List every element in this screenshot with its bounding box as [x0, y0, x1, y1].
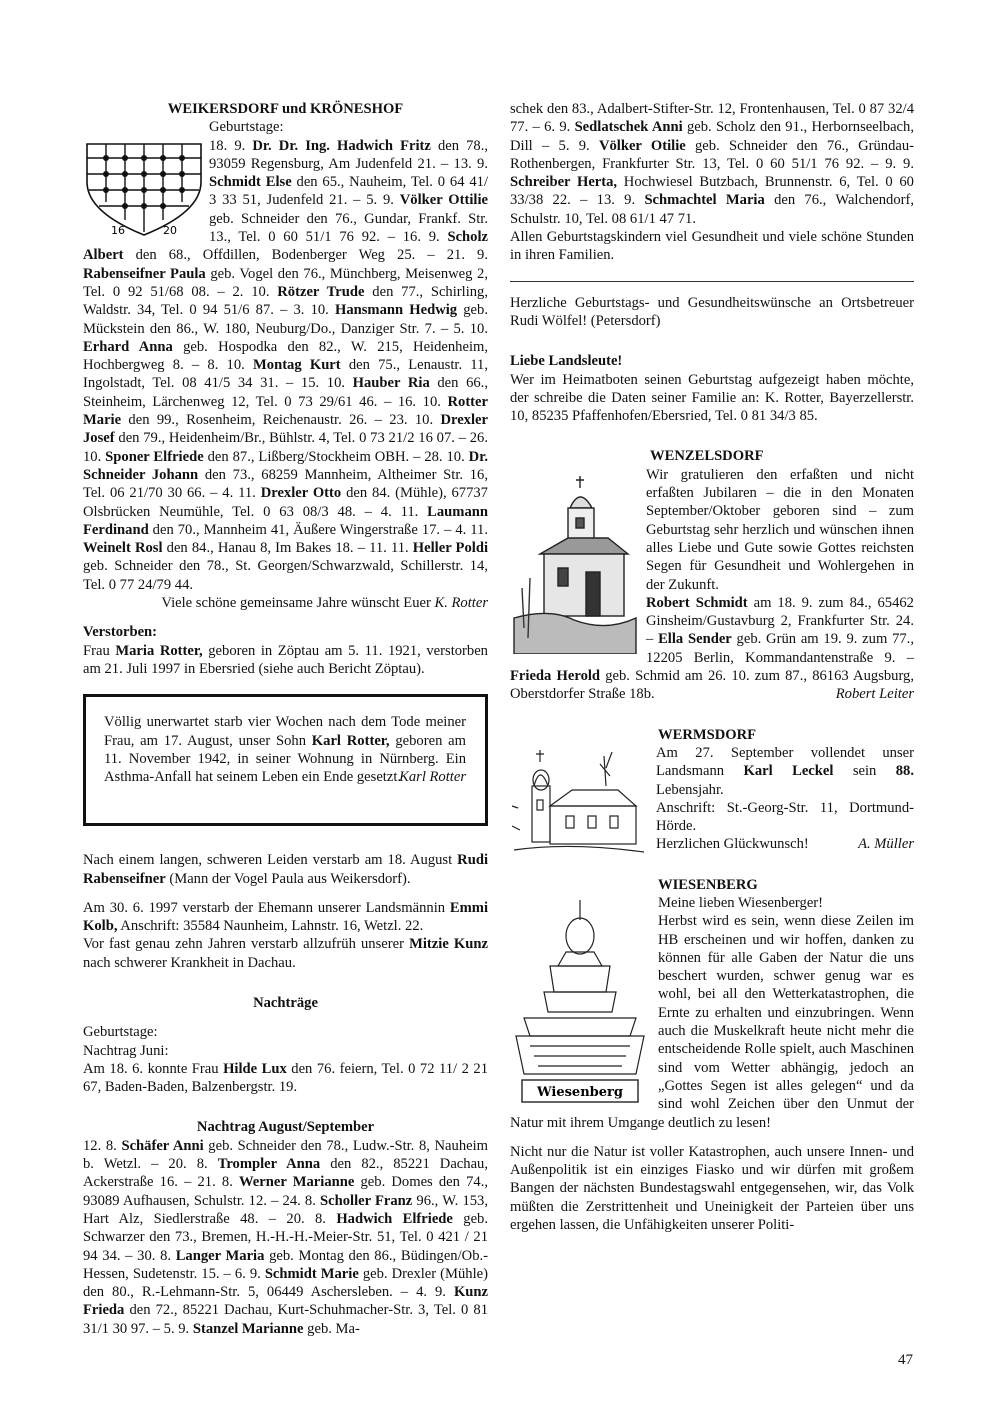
wenzelsdorf-heading: WENZELSDORF: [650, 448, 764, 465]
entry-name: Heller Poldi: [412, 540, 488, 557]
entry-name: Dr. Schneider Johann: [83, 448, 488, 483]
closing-author: K. Rotter: [434, 595, 488, 612]
wermsdorf-section: [510, 726, 914, 854]
coat-of-arms-icon: [83, 120, 203, 238]
entry-name: Laumann Ferdinand: [83, 503, 488, 538]
wenzelsdorf-entries: Robert Schmidt am 18. 9. zum 84., 65462 Ginsheim/Gustavburg 2, Frankfurter Str. 24. – Ella Sender geb. Grün am 19. 9. zum 77., 12205 Berlin, Kommandantenstraße 9. – Frieda Herold geb. Schmid am 26. 10. zum 87., 86163 Augsburg, Oberstdorfer Straße 18b. Robert Leiter: [510, 594, 915, 703]
nachtrag-aug-sep-heading: Nachtrag August/September: [196, 1119, 375, 1136]
wermsdorf-address: Anschrift: St.-Georg-Str. 11, Dortmund-Hörde.: [656, 799, 914, 835]
crest-label-right: 20: [163, 224, 177, 238]
entry-name: Weinelt Rosl: [83, 540, 163, 557]
entry-name: Rotter Marie: [83, 393, 488, 429]
nachtraege-lux: Am 18. 6. konnte Frau Hilde Lux den 76. feiern, Tel. 0 72 11/ 2 21 67, Baden-Baden, Balzenbergstr. 19.: [83, 1060, 488, 1096]
wermsdorf-wish: Herzlichen Glückwunsch! A. Müller: [656, 836, 914, 853]
entry-name: Dr. Dr. Ing. Hadwich Fritz: [252, 137, 431, 154]
obituary-kunz: Vor fast genau zehn Jahren verstarb allzufrüh unserer Mitzie Kunz nach schwerer Krankheit in Dachau.: [83, 936, 488, 971]
entry-name: Sponer Elfriede: [105, 448, 204, 465]
nachtrag-aug-sep-entries: 12. 8. Schäfer Anni geb. Schneider den 78., Ludw.-Str. 8, Nauheim b. Wetzl. – 20. 8. Trompler Anna den 82., 85221 Dachau, Ackerstraße 16. – 21. 8. Werner Marianne geb. Domes den 74., 93089 Aufhausen, Schulstr. 12. – 24. 8. Scholler Franz 96., W. 153, Hart Alz, Siedlerstraße 48. – 20. 8. Hadwich Elfriede geb. Schwarzer den 73., Bremen, H.-H.-H.-Meier-Str. 51, Tel. 0 421 / 21 94 34. – 30. 8. Langer Maria geb. Montag den 86., Büdingen/Ob.-Hessen, Sudetenstr. 15. – 6. 9. Schmidt Marie geb. Drexler (Mühle) den 80., R.-Lehmann-Str. 5, 06449 Aschersleben. – 4. 9. Kunz Frieda den 72., 85221 Dachau, Kurt-Schuhmacher-Str. 3, Tel. 0 81 31/1 30 97. – 5. 9. Stanzel Marianne geb. Ma-: [83, 1137, 489, 1337]
entry-name: Robert Schmidt: [646, 594, 748, 611]
verstorben-heading: Verstorben:: [83, 624, 158, 641]
crest-label-left: 16: [111, 224, 125, 238]
entry-name: Sedlatschek Anni: [574, 119, 683, 136]
greeting-text: Herzliche Geburtstags- und Gesundheitswünsche an Ortsbetreuer Rudi Wölfel! (Petersdorf): [510, 294, 914, 329]
wermsdorf-text: Am 27. September vollendet unser Landsmann Karl Leckel sein 88. Lebensjahr.: [656, 744, 914, 798]
entry-name: Werner Marianne: [239, 1174, 355, 1191]
entry-name: Rabenseifner Paula: [83, 265, 206, 282]
entry-name: Rötzer Trude: [277, 283, 365, 300]
right-column: [510, 100, 914, 1234]
entry-name: Scholz Albert: [83, 229, 488, 264]
weikersdorf-entries: 18. 9. Dr. Dr. Ing. Hadwich Fritz den 78., 93059 Regensburg, Am Judenfeld 21. – 13. 9. Schmidt Else den 65., Nauheim, Tel. 0 64 41/ 3 33 51, Judenfeld 21. – 5. 9. Völker Ottilie geb. Schneider den 76., Gundar, Frankf. Str. 13., Tel. 0 60 51/1 76 92. – 16. 9. Scholz Albert den 68., Offdillen, Bodenberger Weg 25. – 21. 9. Rabenseifner Paula geb. Vogel den 76., Münchberg, Meisenweg 2, Tel. 0 92 51/68 08. – 2. 10. Rötzer Trude den 77., Schirling, Waldstr. 34, Tel. 0 94 51/6 87. – 3. 10. Hansmann Hedwig geb. Mückstein den 86., W. 180, Neuburg/Do., Danziger Str. 7. – 5. 10. Erhard Anna geb. Hospodka den 82., W. 215, Heidenheim, Hochbergweg 8. – 8. 10. Montag Kurt den 75., Lenaustr. 11, Ingolstadt, Tel. 08 41/5 34 31. – 15. 10. Hauber Ria den 66., Steinheim, Lärchenweg 12, Tel. 0 73 29/61 46. – 16. 10. Rotter Marie den 99., Rosenheim, Reichenaustr. 26. – 23. 10. Drexler Josef den 79., Heidenheim/Br., Bühlstr. 4, Tel. 0 73 21/2 16 07. – 26. 10. Sponer Elfriede den 87., Lißberg/Stockheim OBH. – 28. 10. Dr. Schneider Johann den 73., 68259 Mannheim, Altheimer Str. 16, Tel. 06 21/70 30 66. – 4. 11. Drexler Otto den 84. (Mühle), 67737 Olsbrücken Neumühle, Tel. 0 63 08/3 48. – 4. 11. Laumann Ferdinand den 70., Mannheim 41, Äußere Wingerstraße 17. – 4. 11. Weinelt Rosl den 84., Hanau 8, Im Bakes 18. – 11. 11. Heller Poldi geb. Schneider den 78., St. Georgen/Schwarzwald, Schillerstr. 14, Tel. 0 77 24/79 44.: [83, 137, 488, 593]
landsleute-text: Wer im Heimatboten seinen Geburtstag aufgezeigt haben möchte, der schreibe die Daten seiner Familie an: K. Rotter, Bayerzellerstr. 10, 85235 Pfaffenhofen/Ebersried, Tel. 0 81 34/3 85.: [510, 371, 914, 425]
entry-name: Erhard Anna: [83, 338, 173, 355]
wiesenberg-text-2: Nicht nur die Natur ist voller Katastrophen, auch unsere Innen- und Außenpolitik ist ein einziges Fiasko und wir dürfen mit großem Bangen der nächsten Bundestagswahl entgegensehen, wir, das Volk müßten die Zerstrittenheit und Uneinigkeit der Parteien über uns ergehen lassen, die Unfähigkeiten unserer Politi-: [510, 1143, 914, 1234]
entry-name: Schäfer Anni: [121, 1137, 204, 1154]
church-sketch-icon: [510, 746, 648, 864]
fountain-caption: Wiesenberg: [537, 1084, 623, 1100]
entry-name: Völker Ottilie: [399, 192, 488, 209]
landsleute-heading: Liebe Landsleute!: [510, 353, 623, 370]
entry-name: Schmachtel Maria: [644, 192, 765, 209]
left-column: [83, 100, 488, 1338]
church-photo-icon: [510, 468, 638, 654]
entry-name: Schreiber Herta,: [510, 174, 618, 191]
wiesenberg-salutation: Meine lieben Wiesenberger!: [658, 894, 824, 911]
divider: [510, 281, 914, 282]
wenzelsdorf-intro: Wir gratulieren den erfaßten und nicht erfaßten Jubilaren – die in den Monaten September/Oktober geboren sind – zum Geburtstag sehr herzlich und wünschen ihnen alles Liebe und Gute sowie Gottes reichsten Segen für Gesundheit und Wohlergehen in der Zukunft.: [646, 466, 914, 593]
entry-name: Drexler Josef: [83, 412, 488, 447]
wiesenberg-text: Herbst wird es sein, wenn diese Zeilen im HB erscheinen und wir hoffen, danken zu können für alle Gaben der Natur die uns beschert wurden, schwer genug war es wohl, bei all den Wetterkatastrophen, die Ernte zu erhalten und einzubringen. Wenn auch die Muskelkraft heute nicht mehr die entscheidende Rolle spielt, auch Maschinen sind vom Wetter abhängig, jedoch an „Gottes Segen ist alles gelegen“ und da sind wohl Zeichen über den Unmut der Natur mit ihrem Umgange deutlich zu lesen!: [510, 913, 914, 1131]
entry-name: Stanzel Marianne: [192, 1320, 304, 1337]
entry-name: Schmidt Marie: [264, 1265, 359, 1282]
wermsdorf-author: A. Müller: [858, 836, 914, 853]
entry-name: Hadwich Elfriede: [336, 1210, 453, 1227]
wermsdorf-heading: WERMSDORF: [658, 726, 757, 743]
entry-name: Schmidt Else: [209, 174, 292, 191]
page-number: 47: [898, 1352, 913, 1368]
weikersdorf-intro: Geburtstage:: [209, 119, 284, 136]
obituary-rabenseifner: Nach einem langen, schweren Leiden verstarb am 18. August Rudi Rabenseifner (Mann der Vogel Paula aus Weikersdorf).: [83, 852, 488, 887]
nachtraege-heading: Nachträge: [253, 994, 318, 1011]
continuation-closing: Allen Geburtstagskindern viel Gesundheit und viele schöne Stunden in ihren Familien.: [510, 229, 914, 264]
obituary-box: [83, 694, 488, 826]
entry-name: Langer Maria: [175, 1247, 265, 1264]
entry-name: Ella Sender: [658, 631, 732, 648]
entry-name: Kunz Frieda: [83, 1284, 488, 1319]
box-author: Karl Rotter: [399, 769, 466, 786]
fountain-sketch-icon: [510, 896, 650, 1104]
wiesenberg-section: [510, 876, 914, 1235]
wenzelsdorf-author: Robert Leiter: [835, 686, 914, 703]
weikersdorf-heading: WEIKERSDORF und KRÖNESHOF: [167, 101, 404, 117]
entry-name: Trompler Anna: [217, 1156, 321, 1173]
nachtraege-line2: Nachtrag Juni:: [83, 1042, 169, 1059]
verstorben-text: Frau Maria Rotter, geboren in Zöptau am 5. 11. 1921, verstorben am 21. Juli 1997 in Ebersried (siehe auch Bericht Zöptau).: [83, 642, 488, 677]
entry-name: Völker Otilie: [598, 137, 686, 154]
entry-name: Hansmann Hedwig: [334, 302, 458, 319]
weikersdorf-closing: Viele schöne gemeinsame Jahre wünscht Euer K. Rotter: [161, 595, 488, 612]
entry-name: Hauber Ria: [352, 375, 430, 392]
entry-name: Scholler Franz: [320, 1192, 413, 1209]
wiesenberg-heading: WIESENBERG: [658, 876, 758, 893]
obituary-kolb: Am 30. 6. 1997 verstarb der Ehemann unserer Landsmännin Emmi Kolb, Anschrift: 35584 Naunheim, Lahnstr. 16, Wetzl. 22.: [83, 899, 488, 935]
entry-name: Frieda Herold: [510, 668, 601, 685]
nachtraege-line1: Geburtstage:: [83, 1024, 158, 1041]
entry-name: Montag Kurt: [253, 357, 341, 374]
box-text: Völlig unerwartet starb vier Wochen nach dem Tode meiner Frau, am 17. August, unser Sohn Karl Rotter, geboren am 11. November 1942, in seiner Wohnung in Nürnberg. Ein Asthma-Anfall hat seinem Leben ein Ende gesetzt.: [104, 714, 466, 786]
wenzelsdorf-section: [510, 447, 914, 703]
continuation-entries: schek den 83., Adalbert-Stifter-Str. 12, Frontenhausen, Tel. 0 87 32/4 77. – 6. 9. Sedlatschek Anni geb. Scholz den 91., Herbornseelbach, Dill – 5. 9. Völker Otilie geb. Schneider den 76., Gründau-Rothenbergen, Frankfurter Str. 13, Tel. 0 60 51/1 76 92. – 9. 9. Schreiber Herta, Hochwiesel Butzbach, Brunnenstr. 6, Tel. 0 60 33/38 22. – 13. 9. Schmachtel Maria den 76., Walchendorf, Schulstr. 10, Tel. 08 61/1 47 71.: [510, 101, 915, 227]
entry-name: Drexler Otto: [260, 485, 342, 502]
